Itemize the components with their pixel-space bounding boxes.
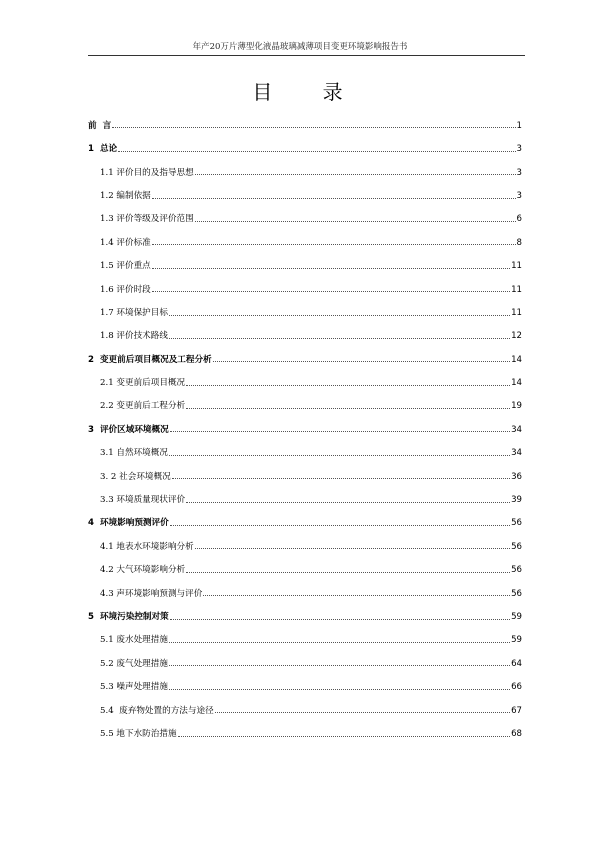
toc-entry-page-number: 8 [516,237,522,248]
toc-entry-page-number: 59 [511,635,522,646]
dot-leader [170,525,510,526]
toc-section-entry[interactable] [88,715,522,738]
toc-section-entry[interactable] [88,481,522,504]
toc-entry-page-number: 64 [511,658,522,669]
toc-section-entry[interactable] [88,622,522,645]
toc-entry-page-number: 11 [511,307,522,318]
dot-leader [186,408,510,409]
toc-section-entry[interactable] [88,575,522,598]
toc-entry-label: 5.2 废气处理措施 [100,658,168,669]
toc-entry-label: 3.3 环境质量现状评价 [100,495,186,506]
dot-leader [186,502,510,503]
dot-leader [170,431,510,432]
toc-entry-label: 5 环境污染控制对策 [88,612,169,622]
dot-leader [170,619,510,620]
toc-section-entry[interactable] [88,247,522,270]
toc-entry-page-number: 56 [511,518,522,529]
dot-leader [215,712,510,713]
toc-entry-page-number: 3 [516,190,522,201]
dot-leader [178,736,511,737]
toc-entry-page-number: 12 [511,331,522,342]
toc-section-entry[interactable] [88,645,522,668]
toc-entry-label: 4 环境影响预测评价 [88,518,169,529]
toc-entry-page-number: 3 [516,144,522,155]
toc-chapter-entry[interactable] [88,505,522,528]
toc-section-entry[interactable] [88,692,522,715]
toc-entry-label: 3. 2 社会环境概况 [100,471,171,482]
dot-leader [112,127,515,128]
toc-entry-page-number: 34 [511,448,522,459]
toc-entry-page-number: 19 [511,401,522,412]
toc-section-entry[interactable] [88,201,522,224]
toc-section-entry[interactable] [88,224,522,247]
dot-leader [152,291,510,292]
header-rule [88,55,525,56]
toc-section-entry[interactable] [88,388,522,411]
toc-entry-page-number: 34 [511,424,522,435]
dot-leader [169,665,510,666]
toc-entry-page-number: 3 [516,167,522,178]
toc-entry-label: 1.2 编制依据 [100,190,151,201]
toc-entry-label: 2.2 变更前后工程分析 [100,401,186,412]
dot-leader [203,595,510,596]
toc-entry-page-number: 1 [516,120,522,131]
toc-entry-label: 4.1 地表水环境影响分析 [100,541,194,552]
toc-entry-page-number: 68 [511,728,522,739]
toc-entry-label: 3.1 自然环境概况 [100,448,168,459]
dot-leader [169,338,510,339]
toc-chapter-entry[interactable] [88,411,522,434]
toc-entry-label: 前 言 [88,120,112,131]
dot-leader [169,455,510,456]
toc-section-entry[interactable] [88,458,522,481]
dot-leader [118,151,515,152]
toc-entry-page-number: 56 [511,541,522,552]
toc-section-entry[interactable] [88,294,522,317]
toc-section-entry[interactable] [88,154,522,177]
toc-entry-page-number: 14 [511,378,522,389]
toc-entry-page-number: 56 [511,588,522,599]
dot-leader [195,221,516,222]
toc-entry-label: 1.3 评价等级及评价范围 [100,214,194,225]
toc-entry-label: 3 评价区域环境概况 [88,424,169,435]
toc-entry-label: 5.3 噪声处理措施 [100,682,168,693]
toc-entry-label: 2.1 变更前后项目概况 [100,378,186,389]
toc-entry-page-number: 66 [511,682,522,693]
toc-entry-label: 4.2 大气环境影响分析 [100,565,186,576]
toc-chapter-entry[interactable] [88,107,522,130]
dot-leader [152,244,516,245]
toc-entry-label: 2 变更前后项目概况及工程分析 [88,354,212,365]
toc-title: 目 录 [252,80,365,104]
toc-entry-label: 5.4 废弃物处置的方法与途径 [100,705,214,716]
toc-section-entry[interactable] [88,668,522,691]
dot-leader [213,361,510,362]
dot-leader [186,385,510,386]
toc-section-entry[interactable] [88,318,522,341]
toc-entry-label: 1.7 环境保护目标 [100,307,168,318]
page-header: 年产20万片薄型化液晶玻璃减薄项目变更环境影响报告书 [192,42,408,52]
toc-entry-label: 1.4 评价标准 [100,237,151,248]
toc-entry-page-number: 11 [511,284,522,295]
toc-entry-label: 1.5 评价重点 [100,261,151,272]
toc-chapter-entry[interactable] [88,598,522,621]
toc-entry-label: 1 总论 [88,144,118,155]
dot-leader [172,478,510,479]
toc-section-entry[interactable] [88,551,522,574]
toc-entry-label: 1.6 评价时段 [100,284,151,295]
toc-chapter-entry[interactable] [88,130,522,153]
toc-section-entry[interactable] [88,177,522,200]
toc-section-entry[interactable] [88,271,522,294]
toc-entry-page-number: 67 [511,705,522,716]
dot-leader [169,689,510,690]
toc-section-entry[interactable] [88,364,522,387]
toc-entry-page-number: 39 [511,495,522,506]
toc-entry-page-number: 36 [511,471,522,482]
dot-leader [169,315,510,316]
toc-entry-label: 4.3 声环境影响预测与评价 [100,588,203,599]
dot-leader [195,548,510,549]
toc-entry-page-number: 11 [511,261,522,272]
dot-leader [152,198,516,199]
toc-entry-page-number: 59 [511,612,522,622]
dot-leader [195,174,516,175]
toc-section-entry[interactable] [88,528,522,551]
toc-entry-label: 1.8 评价技术路线 [100,331,168,342]
dot-leader [186,572,510,573]
toc-entry-label: 5.5 地下水防治措施 [100,728,177,739]
toc-section-entry[interactable] [88,434,522,457]
toc-entry-page-number: 14 [511,354,522,365]
toc-entry-label: 1.1 评价目的及指导思想 [100,167,194,178]
table-of-contents [88,107,522,739]
toc-entry-page-number: 56 [511,565,522,576]
dot-leader [152,268,510,269]
toc-entry-page-number: 6 [516,214,522,225]
toc-chapter-entry[interactable] [88,341,522,364]
dot-leader [169,642,510,643]
toc-entry-label: 5.1 废水处理措施 [100,635,168,646]
